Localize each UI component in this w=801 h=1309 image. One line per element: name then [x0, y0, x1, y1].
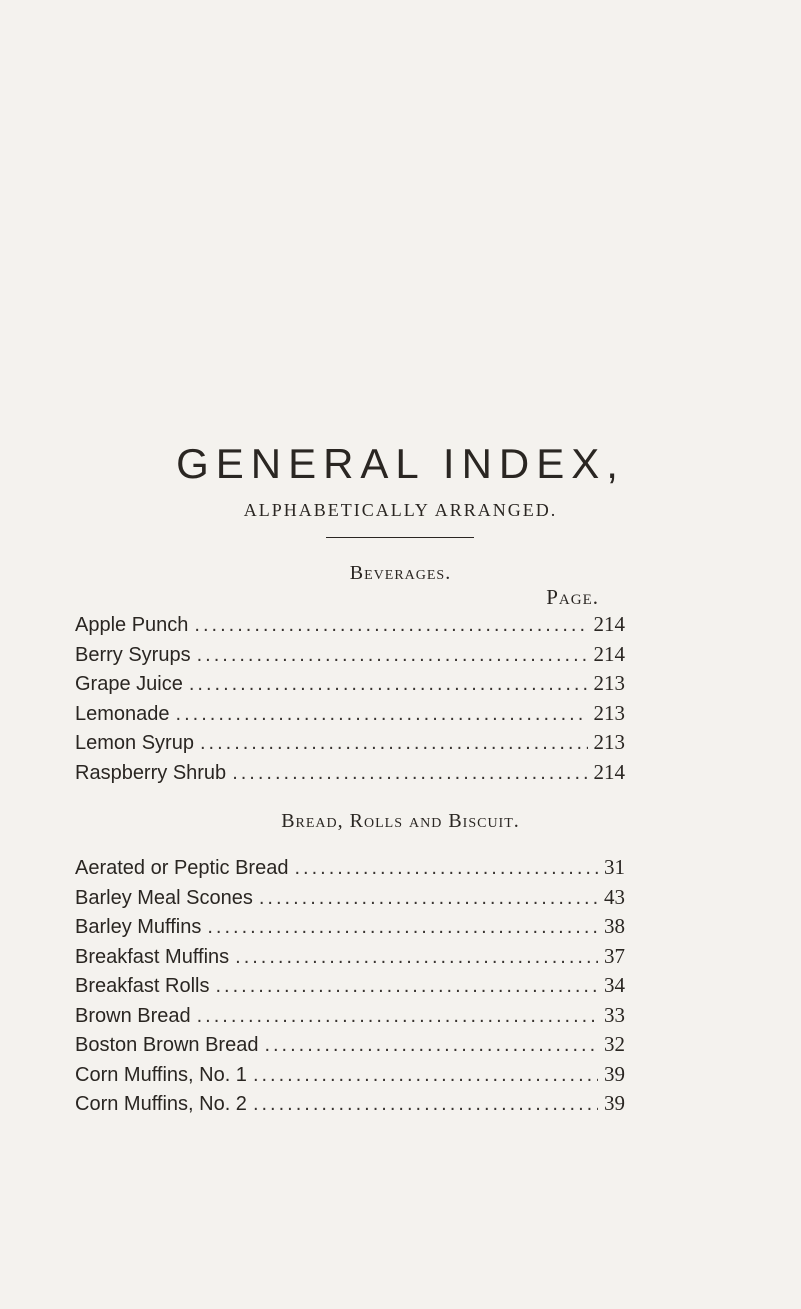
dot-leader	[253, 1064, 598, 1087]
index-entry	[75, 612, 625, 642]
index-entry	[75, 1062, 625, 1092]
entry-name: Lemon Syrup	[75, 732, 194, 754]
index-entry	[75, 671, 625, 701]
entry-page: 34	[604, 973, 625, 997]
entry-name: Raspberry Shrub	[75, 761, 227, 784]
entry-page: 213	[593, 671, 625, 695]
index-entry	[75, 1003, 625, 1033]
entry-page: 39	[604, 1091, 625, 1115]
entry-name: Berry Syrups	[75, 643, 191, 666]
beverages-list	[75, 612, 625, 789]
section-title-beverages: Beverages.	[349, 562, 452, 584]
entry-name: Aerated or Peptic Bread	[75, 857, 289, 879]
page-column-heading: Page.	[546, 585, 599, 609]
dot-leader	[176, 703, 588, 726]
entry-page: 214	[593, 612, 625, 636]
entry-page: 37	[604, 943, 625, 968]
entry-page: 39	[604, 1061, 625, 1086]
entry-page: 31	[604, 855, 625, 879]
dot-leader	[232, 762, 587, 785]
bread-list	[75, 855, 625, 1121]
index-entry	[75, 885, 625, 915]
dot-leader	[264, 1034, 598, 1057]
index-entry	[75, 944, 625, 974]
entry-name: Barley Meal Scones	[75, 886, 253, 909]
entry-name: Boston Brown Bread	[75, 1034, 259, 1056]
entry-name: Breakfast Muffins	[75, 945, 230, 968]
dot-leader	[216, 975, 599, 998]
index-entry	[75, 730, 625, 760]
index-entry	[75, 973, 625, 1003]
page-title: GENERAL INDEX,	[176, 440, 625, 487]
entry-page: 38	[604, 914, 625, 938]
index-entry	[75, 1091, 625, 1121]
dot-leader	[235, 946, 598, 969]
dot-leader	[207, 916, 598, 939]
dot-leader	[197, 1005, 598, 1028]
dot-leader	[259, 887, 598, 910]
entry-name: Lemonade	[75, 702, 170, 725]
entry-name: Apple Punch	[75, 614, 189, 636]
entry-name: Breakfast Rolls	[75, 975, 210, 997]
index-entry	[75, 642, 625, 672]
dot-leader	[197, 644, 588, 667]
title-divider	[326, 537, 474, 538]
entry-name: Barley Muffins	[75, 916, 202, 938]
dot-leader	[194, 614, 587, 637]
dot-leader	[294, 857, 598, 880]
entry-name: Corn Muffins, No. 2	[75, 1093, 247, 1115]
entry-name: Brown Bread	[75, 1004, 191, 1027]
index-entry	[75, 914, 625, 944]
entry-name: Grape Juice	[75, 673, 183, 695]
index-entry	[75, 760, 625, 790]
entry-page: 214	[593, 641, 625, 666]
entry-page: 43	[604, 884, 625, 909]
index-entry	[75, 855, 625, 885]
entry-page: 214	[593, 759, 625, 784]
entry-page: 213	[593, 700, 625, 725]
entry-page: 32	[604, 1032, 625, 1056]
page-subtitle: ALPHABETICALLY ARRANGED.	[243, 500, 558, 520]
dot-leader	[200, 732, 588, 755]
entry-page: 213	[593, 730, 625, 754]
index-entry	[75, 1032, 625, 1062]
section-title-bread: Bread, Rolls and Biscuit.	[281, 810, 520, 832]
dot-leader	[189, 673, 588, 696]
index-entry	[75, 701, 625, 731]
entry-page: 33	[604, 1002, 625, 1027]
entry-name: Corn Muffins, No. 1	[75, 1063, 247, 1086]
dot-leader	[253, 1093, 598, 1116]
